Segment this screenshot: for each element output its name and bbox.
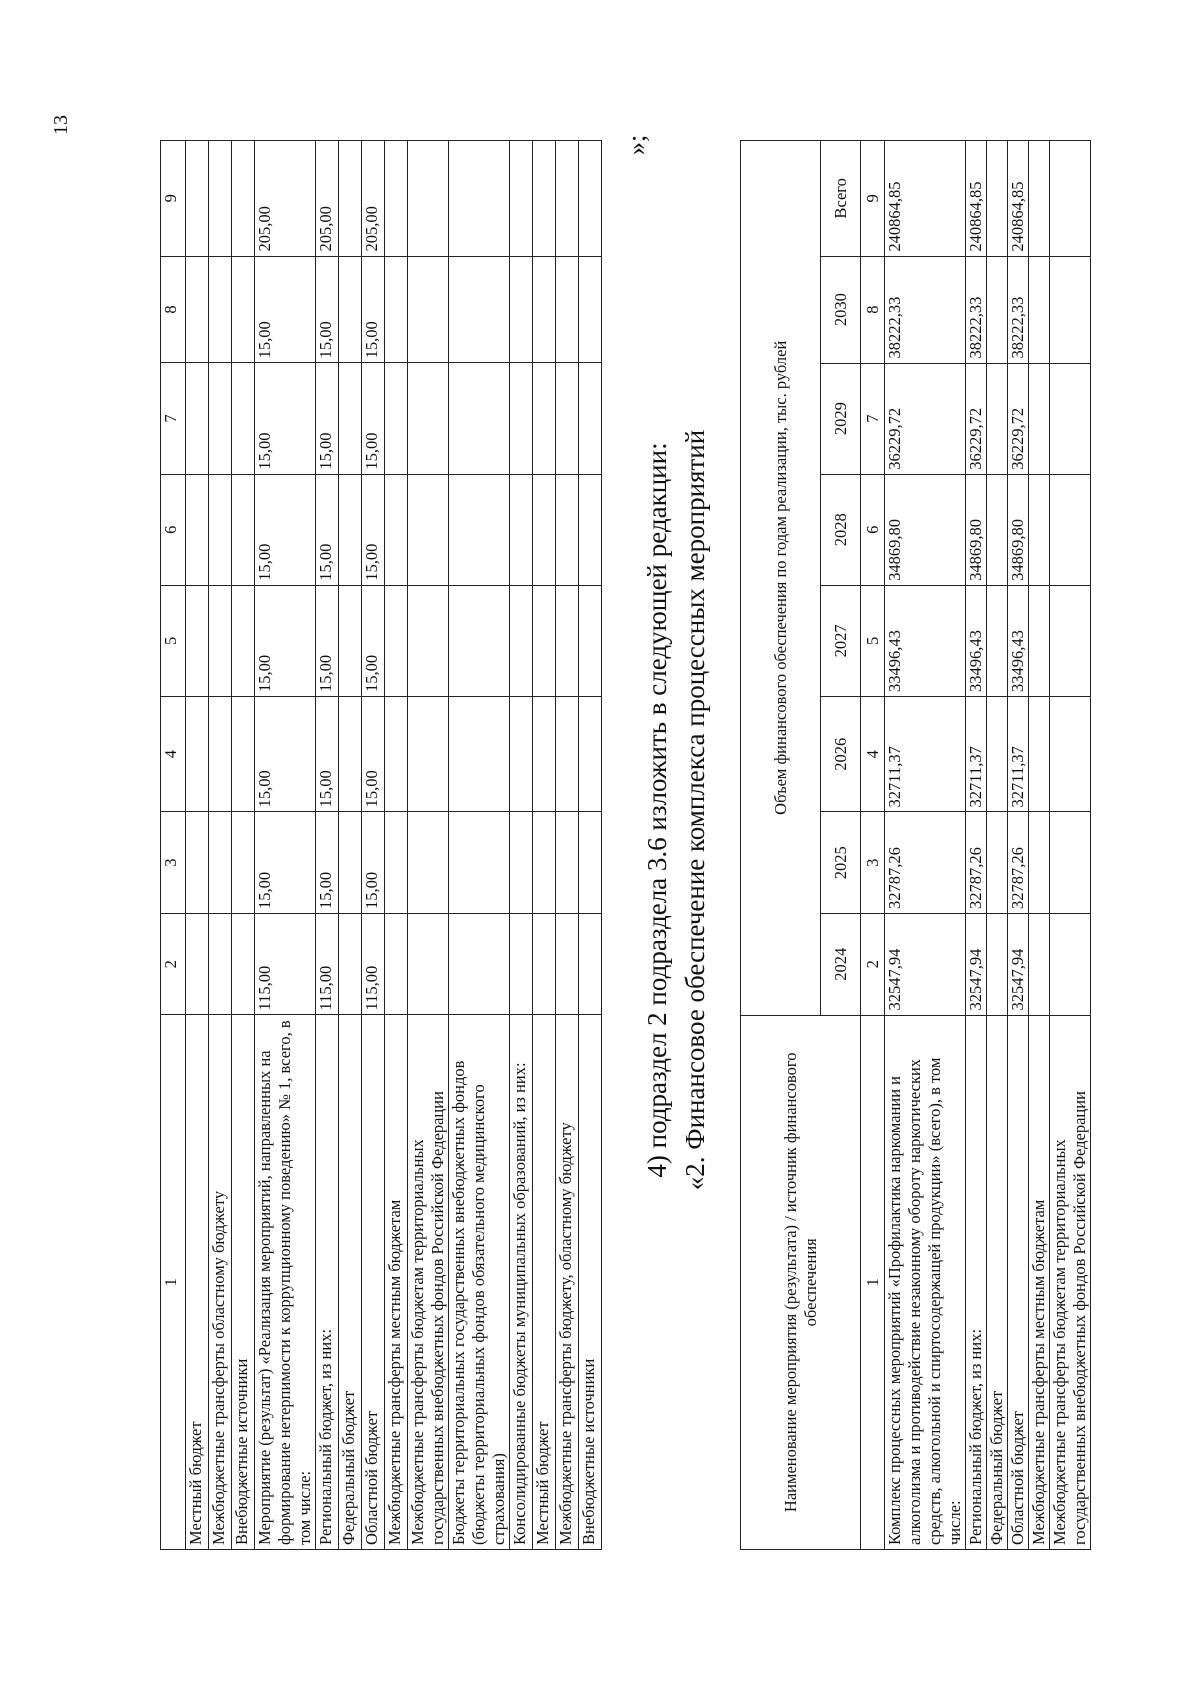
year-header: 2030 <box>821 256 861 363</box>
value-cell <box>449 585 510 696</box>
value-cell <box>209 913 232 1015</box>
value-cell <box>232 812 255 914</box>
rotated-page <box>50 80 1140 1680</box>
financing-table-continued <box>160 140 602 1550</box>
row-label: Региональный бюджет, из них: <box>316 1015 339 1550</box>
value-cell <box>1029 812 1050 914</box>
numbering-row <box>861 141 885 1550</box>
value-cell <box>449 913 510 1015</box>
value-cell <box>232 363 255 474</box>
value-cell <box>449 696 510 811</box>
value-cell <box>186 141 209 257</box>
column-number: 9 <box>861 141 885 257</box>
value-cell <box>987 363 1008 474</box>
value-cell <box>1050 141 1091 257</box>
row-label: Внебюджетные источники <box>232 1015 255 1550</box>
value-cell <box>385 363 408 474</box>
table2-header-row1 <box>741 141 821 1550</box>
column-number: 4 <box>161 696 186 811</box>
table1-header-row <box>161 141 186 1550</box>
value-cell <box>556 363 579 474</box>
table-row <box>255 141 316 1550</box>
value-cell <box>579 474 602 585</box>
value-cell <box>209 696 232 811</box>
value-cell: 15,00 <box>316 696 339 811</box>
row-label: Внебюджетные источники <box>579 1015 602 1550</box>
row-label: Межбюджетные трансферты местным бюджетам <box>385 1015 408 1550</box>
value-cell: 38222,33 <box>1008 256 1029 363</box>
value-cell: 32711,37 <box>1008 697 1029 812</box>
value-cell <box>987 913 1008 1015</box>
value-cell: 36229,72 <box>966 363 987 474</box>
value-cell <box>556 696 579 811</box>
value-cell <box>408 696 449 811</box>
value-cell <box>339 363 362 474</box>
value-cell: 115,00 <box>362 913 385 1015</box>
value-cell <box>408 256 449 363</box>
value-cell <box>186 585 209 696</box>
value-cell: 205,00 <box>362 141 385 257</box>
table-row <box>339 141 362 1550</box>
value-cell <box>1050 256 1091 363</box>
column-number: 6 <box>161 474 186 585</box>
value-cell: 15,00 <box>316 474 339 585</box>
row-label: Федеральный бюджет <box>339 1015 362 1550</box>
table-row <box>556 141 579 1550</box>
value-cell: 15,00 <box>362 363 385 474</box>
value-cell <box>987 697 1008 812</box>
value-cell <box>510 363 533 474</box>
row-label: Областной бюджет <box>362 1015 385 1550</box>
value-cell <box>408 585 449 696</box>
value-cell <box>186 812 209 914</box>
value-cell: 38222,33 <box>966 256 987 363</box>
value-cell <box>510 474 533 585</box>
value-cell: 33496,43 <box>966 585 987 696</box>
value-cell <box>385 474 408 585</box>
value-cell <box>533 913 556 1015</box>
value-cell: 15,00 <box>316 812 339 914</box>
value-cell: 15,00 <box>255 363 316 474</box>
value-cell: 15,00 <box>362 585 385 696</box>
value-cell <box>510 812 533 914</box>
value-cell <box>449 256 510 363</box>
value-cell <box>533 585 556 696</box>
row-label: Межбюджетные трансферты местным бюджетам <box>1029 1015 1050 1549</box>
row-label: Областной бюджет <box>1008 1015 1029 1549</box>
value-cell <box>232 141 255 257</box>
value-cell <box>209 812 232 914</box>
column-number: 2 <box>861 913 885 1015</box>
value-cell <box>385 696 408 811</box>
value-cell <box>209 363 232 474</box>
value-cell <box>232 585 255 696</box>
value-cell: 32547,94 <box>966 913 987 1015</box>
row-label: Местный бюджет <box>533 1015 556 1550</box>
value-cell <box>579 696 602 811</box>
value-cell <box>987 141 1008 257</box>
value-cell: 240864,85 <box>966 141 987 257</box>
value-cell: 32711,37 <box>885 697 966 812</box>
value-cell <box>1050 363 1091 474</box>
table-row <box>1029 141 1050 1550</box>
table-row <box>987 141 1008 1550</box>
amendment-heading: 4) подраздел 2 подраздела 3.6 изложить в следующей редакции: <box>642 442 672 1178</box>
value-cell <box>408 363 449 474</box>
value-cell <box>1050 585 1091 696</box>
table-row <box>449 141 510 1550</box>
value-cell: 115,00 <box>255 913 316 1015</box>
value-cell <box>232 696 255 811</box>
value-cell <box>449 363 510 474</box>
value-cell: 32787,26 <box>966 812 987 914</box>
row-label: Мероприятие (результат) «Реализация мероприятий, направленных на формирование нетерпимости к коррупционному поведению» № 1, всего, в том числе: <box>255 1015 316 1550</box>
value-cell: 33496,43 <box>1008 585 1029 696</box>
value-cell <box>1050 913 1091 1015</box>
year-header: 2024 <box>821 913 861 1015</box>
value-cell: 15,00 <box>362 696 385 811</box>
value-cell <box>556 812 579 914</box>
value-cell <box>385 913 408 1015</box>
table-row <box>232 141 255 1550</box>
column-number: 8 <box>161 256 186 363</box>
value-cell: 15,00 <box>362 812 385 914</box>
value-cell <box>579 363 602 474</box>
value-cell <box>408 812 449 914</box>
value-cell <box>385 256 408 363</box>
value-cell: 38222,33 <box>885 256 966 363</box>
row-label: Межбюджетные трансферты областному бюджету <box>209 1015 232 1550</box>
column-number: 9 <box>161 141 186 257</box>
value-cell: 15,00 <box>255 696 316 811</box>
value-cell: 15,00 <box>316 256 339 363</box>
value-cell <box>1050 474 1091 585</box>
value-cell <box>1029 697 1050 812</box>
year-header: 2027 <box>821 585 861 696</box>
table-row <box>316 141 339 1550</box>
value-cell <box>533 141 556 257</box>
year-header: 2026 <box>821 697 861 812</box>
value-cell <box>209 141 232 257</box>
table-row <box>385 141 408 1550</box>
value-cell: 15,00 <box>362 256 385 363</box>
value-cell <box>556 256 579 363</box>
value-cell: 205,00 <box>255 141 316 257</box>
table-row <box>362 141 385 1550</box>
value-cell <box>385 585 408 696</box>
section-title: «2. Финансовое обеспечение комплекса процессных мероприятий <box>680 429 710 1191</box>
table-row <box>408 141 449 1550</box>
value-cell <box>1029 141 1050 257</box>
year-header: 2028 <box>821 474 861 585</box>
value-cell: 32787,26 <box>885 812 966 914</box>
row-label: Комплекс процессных мероприятий «Профилактика наркомании и алкоголизма и противодействие незаконному обороту наркотических средств, алкогольной и спиртосодержащей продукции» (всего), в том числе: <box>885 1015 966 1549</box>
column-number: 3 <box>161 812 186 914</box>
value-cell <box>186 474 209 585</box>
row-label: Региональный бюджет, из них: <box>966 1015 987 1549</box>
value-cell <box>579 585 602 696</box>
value-cell: 32547,94 <box>885 913 966 1015</box>
value-cell: 15,00 <box>316 363 339 474</box>
value-cell <box>533 363 556 474</box>
value-cell <box>533 256 556 363</box>
value-cell <box>533 812 556 914</box>
table-row <box>1050 141 1091 1550</box>
value-cell: 15,00 <box>316 585 339 696</box>
value-cell: 15,00 <box>255 256 316 363</box>
value-cell <box>339 696 362 811</box>
year-header: 2025 <box>821 812 861 914</box>
value-cell <box>449 141 510 257</box>
value-cell <box>186 363 209 474</box>
name-column-header: Наименование мероприятия (результата) / источник финансового обеспечения <box>741 1015 861 1549</box>
value-cell: 32787,26 <box>1008 812 1029 914</box>
value-cell <box>579 913 602 1015</box>
value-cell <box>339 812 362 914</box>
value-cell <box>339 913 362 1015</box>
value-cell: 240864,85 <box>1008 141 1029 257</box>
value-cell <box>339 256 362 363</box>
value-cell <box>232 256 255 363</box>
value-cell: 15,00 <box>255 812 316 914</box>
value-cell: 115,00 <box>316 913 339 1015</box>
column-number: 7 <box>861 363 885 474</box>
value-cell <box>1029 474 1050 585</box>
value-cell <box>556 585 579 696</box>
value-cell <box>579 141 602 257</box>
value-cell: 33496,43 <box>885 585 966 696</box>
value-cell <box>232 474 255 585</box>
table-row <box>533 141 556 1550</box>
value-cell <box>339 141 362 257</box>
year-header: Всего <box>821 141 861 257</box>
value-cell <box>556 141 579 257</box>
value-cell <box>510 696 533 811</box>
value-cell <box>339 474 362 585</box>
value-cell <box>533 474 556 585</box>
value-cell: 32711,37 <box>966 697 987 812</box>
value-cell: 34869,80 <box>1008 474 1029 585</box>
value-cell <box>556 474 579 585</box>
column-number: 8 <box>861 256 885 363</box>
value-cell <box>1029 585 1050 696</box>
value-cell <box>510 141 533 257</box>
value-cell <box>209 474 232 585</box>
page-number: 13 <box>50 115 72 135</box>
column-number: 5 <box>861 585 885 696</box>
value-cell: 240864,85 <box>885 141 966 257</box>
row-label: Межбюджетные трансферты бюджетам территориальных государственных внебюджетных фондов Российской Федерации <box>408 1015 449 1550</box>
value-cell <box>408 913 449 1015</box>
value-cell <box>579 256 602 363</box>
row-label: Межбюджетные трансферты бюджетам территориальных государственных внебюджетных фондов Российской Федерации <box>1050 1015 1091 1549</box>
value-cell <box>1029 363 1050 474</box>
column-number: 3 <box>861 812 885 914</box>
value-cell <box>385 141 408 257</box>
value-cell <box>1029 256 1050 363</box>
column-number: 6 <box>861 474 885 585</box>
value-cell <box>579 812 602 914</box>
value-cell: 15,00 <box>255 474 316 585</box>
column-number: 1 <box>861 1015 885 1549</box>
column-number: 7 <box>161 363 186 474</box>
value-cell <box>449 474 510 585</box>
table-row <box>966 141 987 1550</box>
closing-quote: »; <box>622 134 651 155</box>
table2-body <box>741 141 1091 1550</box>
table-row <box>579 141 602 1550</box>
value-cell: 34869,80 <box>966 474 987 585</box>
value-cell <box>510 585 533 696</box>
value-cell: 36229,72 <box>1008 363 1029 474</box>
value-cell <box>232 913 255 1015</box>
value-cell <box>186 696 209 811</box>
value-cell <box>1029 913 1050 1015</box>
value-cell: 32547,94 <box>1008 913 1029 1015</box>
row-label: Местный бюджет <box>186 1015 209 1550</box>
value-cell <box>408 141 449 257</box>
row-label: Консолидированные бюджеты муниципальных образований, из них: <box>510 1015 533 1550</box>
table-row <box>1008 141 1029 1550</box>
table-row <box>209 141 232 1550</box>
value-cell <box>1050 697 1091 812</box>
value-cell: 15,00 <box>362 474 385 585</box>
row-label: Бюджеты территориальных государственных внебюджетных фондов (бюджеты территориальных фондов обязательного медицинского страхования) <box>449 1015 510 1550</box>
value-cell <box>987 812 1008 914</box>
value-cell <box>209 256 232 363</box>
value-cell <box>209 585 232 696</box>
value-cell <box>339 585 362 696</box>
value-cell: 34869,80 <box>885 474 966 585</box>
value-cell: 36229,72 <box>885 363 966 474</box>
value-cell <box>510 913 533 1015</box>
column-number: 2 <box>161 913 186 1015</box>
value-cell <box>186 256 209 363</box>
table-row <box>186 141 209 1550</box>
value-cell <box>1050 812 1091 914</box>
process-financing-table <box>740 140 1091 1550</box>
column-number: 5 <box>161 585 186 696</box>
value-cell <box>987 585 1008 696</box>
value-cell <box>510 256 533 363</box>
year-header: 2029 <box>821 363 861 474</box>
value-cell: 205,00 <box>316 141 339 257</box>
column-number: 1 <box>161 1015 186 1550</box>
row-label: Федеральный бюджет <box>987 1015 1008 1549</box>
value-cell <box>533 696 556 811</box>
value-cell <box>987 474 1008 585</box>
value-cell <box>385 812 408 914</box>
row-label: Межбюджетные трансферты бюджету, областному бюджету <box>556 1015 579 1550</box>
value-cell <box>408 474 449 585</box>
table-row <box>510 141 533 1550</box>
value-cell <box>987 256 1008 363</box>
value-cell <box>186 913 209 1015</box>
value-cell: 15,00 <box>255 585 316 696</box>
table-row <box>885 141 966 1550</box>
value-cell <box>556 913 579 1015</box>
table1-body <box>161 141 602 1550</box>
volume-header: Объем финансового обеспечения по годам реализации, тыс. рублей <box>741 141 821 1016</box>
column-number: 4 <box>861 697 885 812</box>
value-cell <box>449 812 510 914</box>
